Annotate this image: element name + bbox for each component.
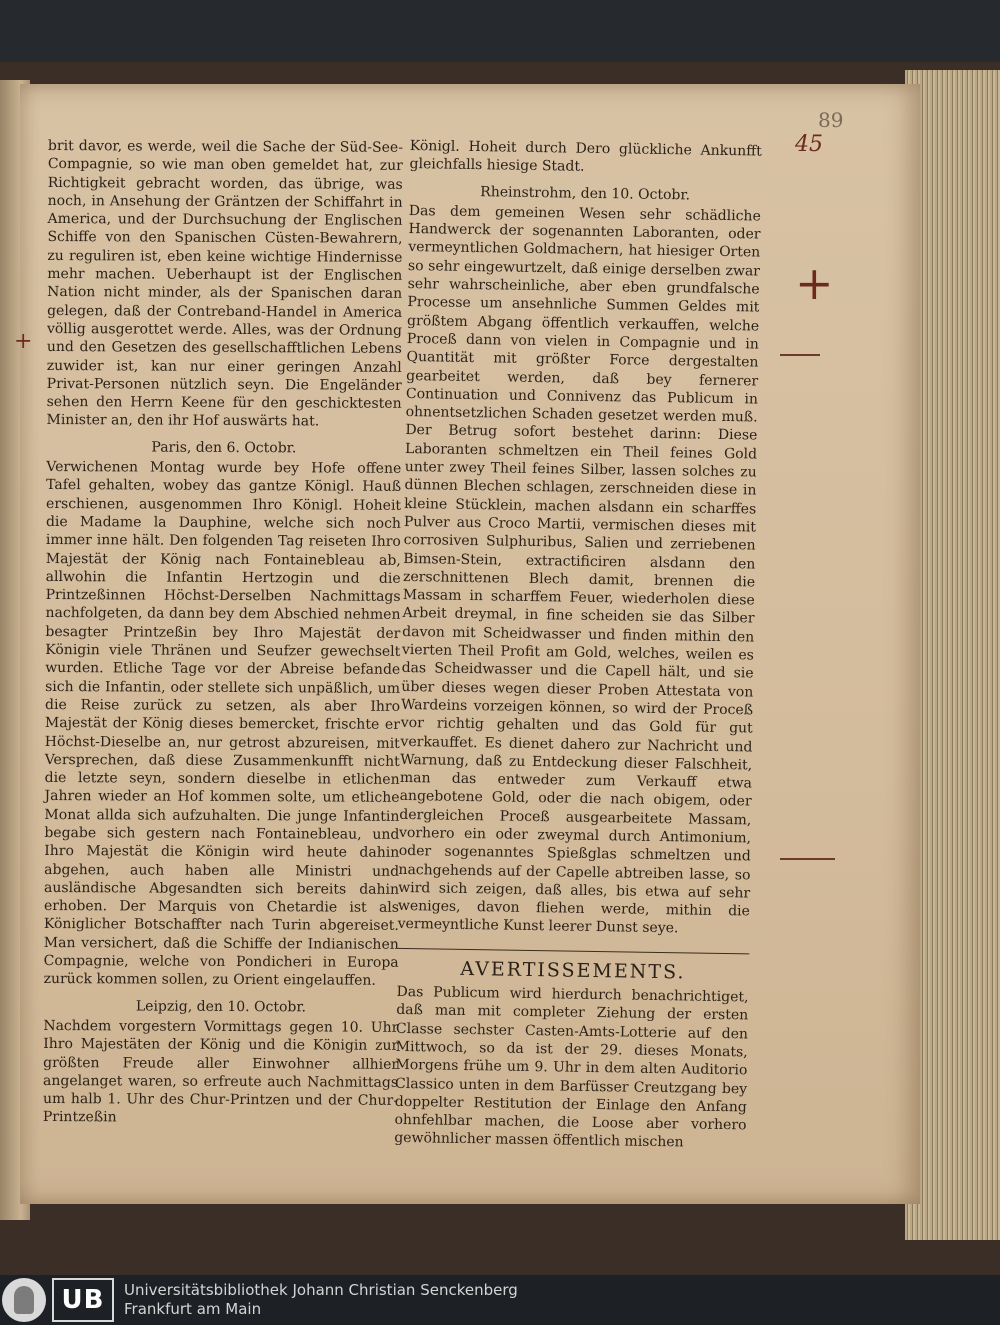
- article-leipzig: Nachdem vorgestern Vormittags gegen 10. Uhr Ihro Majestäten der König und die Königin zur größten Freude aller Einwohner allhier angelanget waren, so erfreute auch Nachmittags um halb 1. Uhr des Chur-Printzen und der Chur-Printzeßin: [42, 1017, 399, 1126]
- cross-mark-icon: +: [795, 256, 834, 310]
- advertisements-heading: AVERTISSEMENTS.: [460, 957, 686, 984]
- article-paris: Verwichenen Montag wurde bey Hofe offene Tafel gehalten, wobey das gantze Königl. Hauß erschienen, ausgenommen Ihro Königl. Hoheit die Madame la Dauphine, welche sich noch immer inne hält. Den folgenden Tag reiseten Ihro Majestät der König nach Fontainebleau ab, allwohin die Infantin Hertzogin und die Printzeßinnen Höchst-Derselben Nachmittags nachfolgeten, da dann bey dem Abschied nehmen besagter Printzeßin bey Ihro Majestät der Königin viele Thränen und Seufzer gewechselt wurden. Etliche Tage vor der Abreise befande sich die Infantin, oder stellete sich unpäßlich, um die Reise zurück zu setzen, als aber Ihro Majestät der König dieses bemercket, frischte er Höchst-Dieselbe an, nur getrost abzureisen, mit Versprechen, daß diese Zusammenkunfft nicht die letzte seyn, sondern dieselbe in etlichen Jahren wieder an Hof kommen solte, um etliche Monat allda sich aufzuhalten. Die junge Infantin begabe sich gestern nach Fontainebleau, und Ihro Majestät die Königin wird heute dahin abgehen, auch haben alle Ministri und ausländische Abgesandten sich bereits dahin erhoben. Der Marquis von Chetardie ist als Königlicher Botschaffter nach Turin abgereiset. Man versichert, daß die Schiffe der Indianischen Compagnie, welche von Pondicheri in Europa zurück kommen sollen, zu Orient eingelauffen.: [43, 459, 402, 990]
- section-divider: [397, 948, 749, 955]
- margin-dash: [780, 858, 835, 860]
- logo-text: UB: [61, 1285, 105, 1315]
- article-continuation: Königl. Hoheit durch Dero glückliche Ankunfft gleichfalls hiesige Stadt.: [409, 137, 762, 176]
- library-logo: [2, 1277, 114, 1323]
- left-cross-mark-icon: +: [14, 329, 33, 354]
- margin-dash: [780, 354, 820, 356]
- library-name: Universitätsbibliothek Johann Christian Senckenberg: [124, 1281, 518, 1299]
- right-column: [394, 137, 762, 1153]
- library-footer: [0, 1275, 1000, 1325]
- dateline-paris: Paris, den 6. Octobr.: [151, 439, 297, 457]
- page-number: 45: [795, 132, 823, 157]
- left-column: [43, 137, 403, 1129]
- seal-icon: [2, 1278, 46, 1322]
- article-text: brit davor, es werde, weil die Sache der Süd-See-Compagnie, so wie man oben gemeldet hat, zur Richtigkeit gebracht worden, das übrige, was noch, in Ansehung der Gräntzen der Schiffahrt in America, und der Durchsuchung der Englischen Schiffe von den Spanischen Cüsten-Bewahrern, zu reguliren ist, eben keine wichtige Hindernisse mehr machen. Ueberhaupt ist der Englischen Nation nicht minder, als der Spanischen daran gelegen, daß der Contreband-Handel in America völlig ausgerottet werde. Alles, was der Ordnung und den Gesetzen des gesellschafftlichen Lebens zuwider ist, kan nur einer geringen Anzahl Privat-Personen nützlich seyn. Die Engeländer sehen den Herrn Keene für den geschicktesten Minister an, den ihr Hof auswärts hat.: [46, 137, 403, 430]
- pencil-page-number: 89: [818, 108, 844, 132]
- document-page: [14, 84, 920, 1204]
- footer-text: [124, 1281, 518, 1319]
- dateline-leipzig: Leipzig, den 10. Octobr.: [135, 998, 307, 1016]
- advertisement-text: Das Publicum wird hierdurch benachrichtiget, daß man mit completer Ziehung der ersten Classe sechster Casten-Amts-Lotterie auf den Mittwoch, so da ist der 29. dieses Monats, Morgens frühe um 9. Uhr in dem alten Auditorio Classico unten in dem Barfüsser Creutzgang bey doppelter Restitution der Einlage den Anfang ohnfehlbar machen, die Loose aber vorhero gewöhnlicher massen öffentlich mischen: [394, 983, 749, 1151]
- article-rheinstrohm: Das dem gemeinen Wesen sehr schädliche Handwerck der sogenannten Laboranten, oder vermeyntlichen Goldmachern, hat hiesiger Orten so sehr eingewurtzelt, daß einige derselben zwar sehr wahrscheinliche, aber eben grundfalsche Processe um ansehnliche Summen Geldes mit größtem Abgang öffentlich verkauffen, welche Proceß dann von vielen in Compagnie und in Quantität mit größter Force dergestalten gearbeitet werden, daß bey fernerer Continuation und Connivenz das Publicum in ohnentsetzlichen Schaden gesetzet werden muß. Der Betrug sofort bestehet darinn: Diese Laboranten schmeltzen ein Theil feines Gold unter zwey Theil feines Silber, lassen solches zu dünnen Blechen schlagen, zerschneiden diese in kleine Stücklein, machen alsdann ein scharffes Pulver aus Croco Martii, vermischen dieses mit corrosiven Sulphuribus, Salien und zerriebenen Bimsen-Stein, extractificiren alsdann den zerschnittenen Blech damit, brennen die Massam in scharffem Feuer, wiederholen diese Arbeit dreymal, in fine scheiden sie das Silber davon mit Scheidwasser und finden mithin den vierten Theil Profit am Gold, welches, weilen es das Scheidwasser und die Capell hält, und sie über dieses wegen dieser Proben Attestata von Wardeins vorzeigen können, so wird der Proceß vor richtig gehalten und das Gold für gut verkauffet. Es dienet dahero zur Nachricht und Warnung, daß zu Entdeckung dieser Falschheit, man das entweder zum Verkauff etwa angebotene Gold, oder die nach obigem, oder dergleichen Proceß ausgearbeitete Massam, vorhero ein oder zweymal durch Antimonium, oder sogenanntes Spießglas schmeltzen und nachgehends auf der Capelle abtreiben lasse, so wird sich zeigen, daß alles, bis etwa auf sehr weniges, davon fliehen werde, mithin die vermeyntliche Kunst leerer Dunst seye.: [397, 202, 761, 937]
- library-city: Frankfurt am Main: [124, 1300, 262, 1318]
- ub-box: [52, 1278, 114, 1322]
- dateline-rheinstrohm: Rheinstrohm, den 10. Octobr.: [480, 183, 691, 203]
